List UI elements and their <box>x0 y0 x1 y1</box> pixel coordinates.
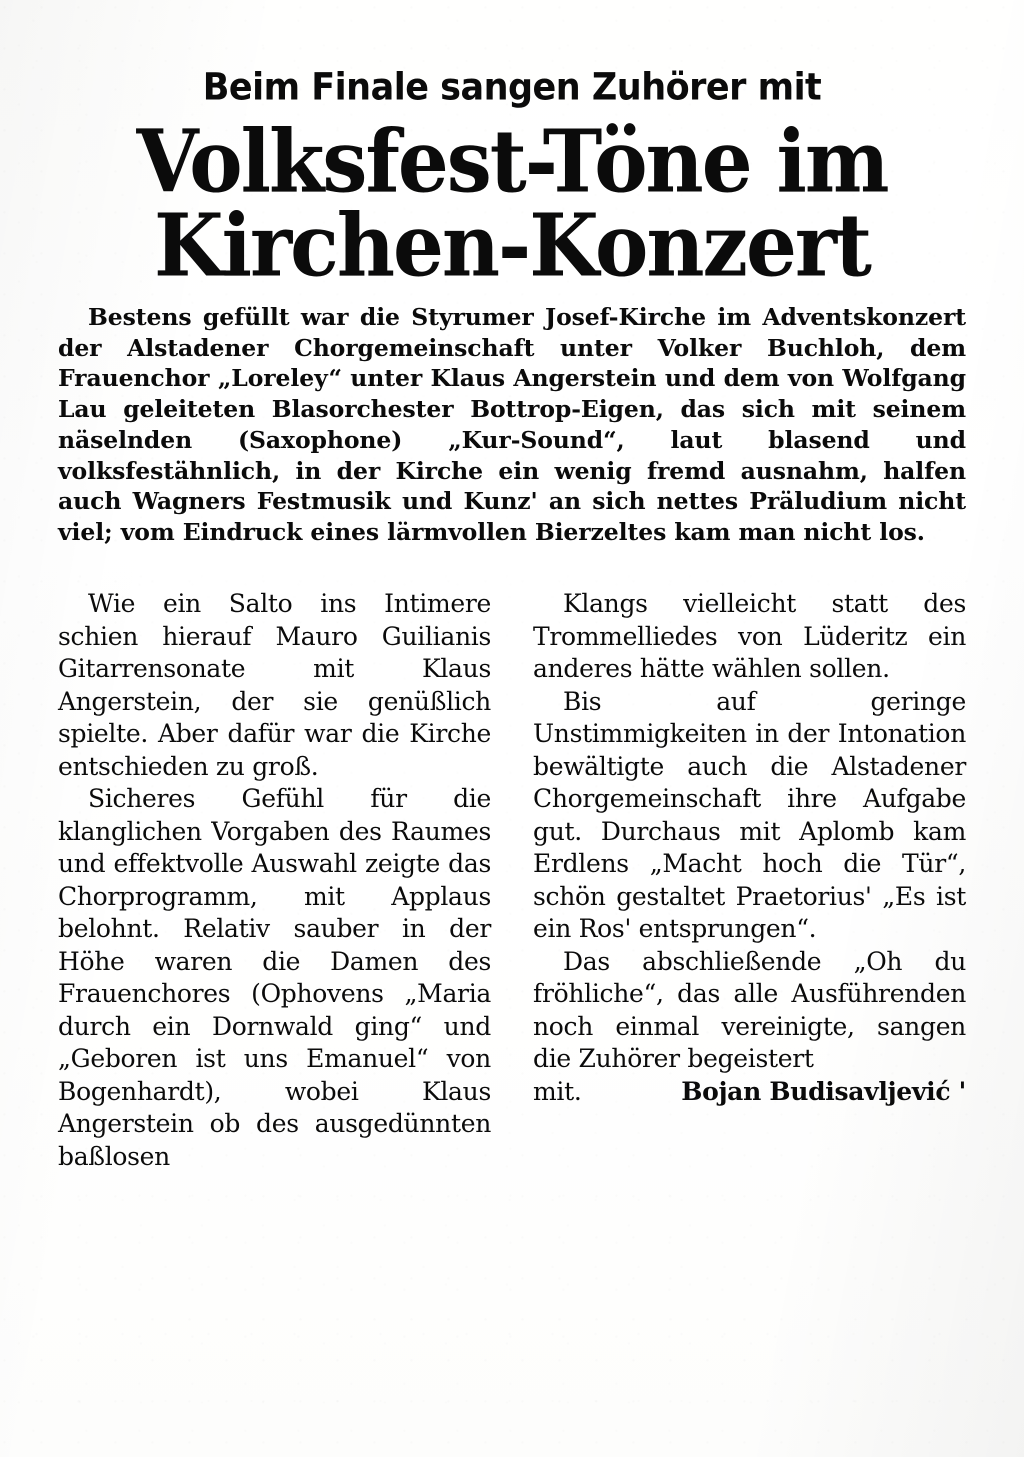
closing-text: mit. <box>533 1076 582 1106</box>
article-byline: Bojan Budisavljević ' <box>681 1076 966 1106</box>
article-body-columns <box>58 588 966 1173</box>
headline-line-2: Kirchen-Konzert <box>154 195 870 297</box>
paragraph: Sicheres Gefühl für die klanglichen Vorgaben des Raumes und effektvolle Auswahl zeigte das Chorprogramm, mit Applaus belohnt. Relativ sauber in der Höhe waren die Damen des Frauenchores (Ophovens „Maria durch ein Dornwald ging“ und „Geboren ist uns Emanuel“ von Bogenhardt), wobei Klaus Angerstein ob des ausgedünnten baßlosen <box>58 784 491 1171</box>
page-title <box>58 110 966 297</box>
article-closing-line <box>533 1076 966 1109</box>
paragraph: Bis auf geringe Unstimmigkeiten in der Intonation bewältigte auch die Alstadener Chorgemeinschaft ihre Aufgabe gut. Durchaus mit Aplomb kam Erdlens „Macht hoch die Tür“, schön gestaltet Praetorius' „Es ist ein Ros' entsprungen“. <box>533 686 966 944</box>
paragraph: Klangs vielleicht statt des Trommelliedes von Lüderitz ein anderes hätte wählen sollen. <box>533 589 966 684</box>
article-kicker: Beim Finale sangen Zuhörer mit <box>202 66 822 110</box>
headline-line-1: Volksfest-Töne im <box>136 110 888 212</box>
article-column-right <box>533 588 966 1173</box>
article-column-left <box>58 588 491 1173</box>
paragraph: Wie ein Salto ins Intimere schien hierauf Mauro Guilianis Gitarrensonate mit Klaus Angerstein, der sie genüßlich spielte. Aber dafür war die Kirche entschieden zu groß. <box>58 589 491 781</box>
paragraph: Das abschließende „Oh du fröhliche“, das alle Ausführenden noch einmal vereinigte, sangen die Zuhörer begeistert <box>533 946 966 1074</box>
article-lead-paragraph: Bestens gefüllt war die Styrumer Josef-Kirche im Adventskonzert der Alstadener Chorgemeinschaft unter Volker Buchloh, dem Frauenchor „Loreley“ unter Klaus Angerstein und dem von Wolfgang Lau geleiteten Blasorchester Bottrop-Eigen, das sich mit seinem näselnden (Saxophone) „Kur-Sound“, laut blasend und volksfestähnlich, in der Kirche ein wenig fremd ausnahm, halfen auch Wagners Festmusik und Kunz' an sich nettes Präludium nicht viel; vom Eindruck eines lärmvollen Bierzeltes kam man nicht los. <box>58 302 966 547</box>
